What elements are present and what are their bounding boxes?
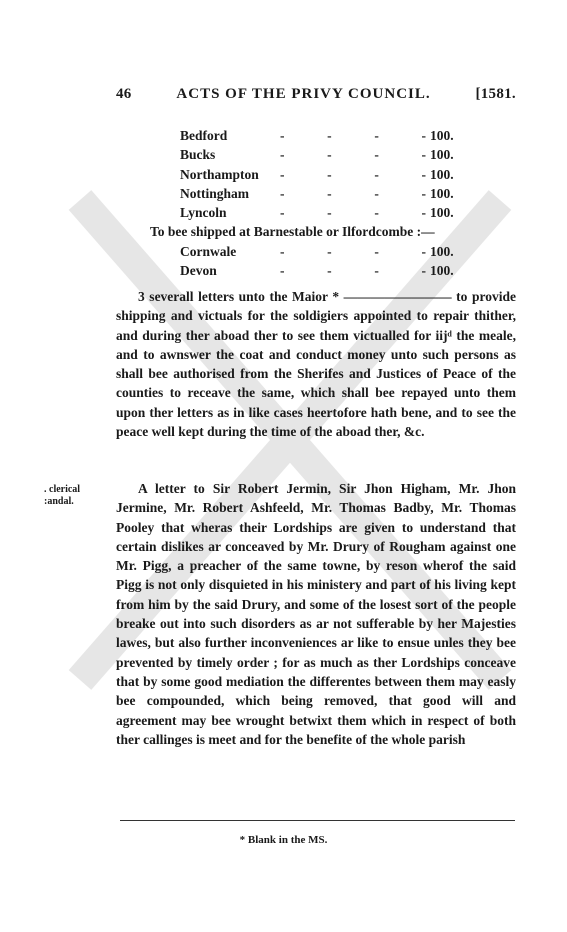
- county-amount: 100.: [430, 263, 454, 279]
- leader-dash: -: [421, 205, 426, 221]
- county-amount: 100.: [430, 128, 454, 143]
- leader-dash: -: [327, 205, 332, 221]
- leader-dash: -: [327, 166, 332, 182]
- year-label: [1581.: [475, 86, 516, 102]
- page-header: [116, 86, 516, 103]
- county-name: Cornwale: [180, 244, 237, 259]
- county-amount: 100.: [430, 147, 454, 163]
- county-name: Bedford: [180, 128, 228, 143]
- footnote-rule: [120, 820, 515, 821]
- county-list-second: [180, 242, 470, 281]
- leader-dash: -: [374, 205, 379, 221]
- leader-dash: -: [421, 166, 426, 182]
- county-name: Nottingham: [180, 185, 250, 201]
- leader-dash: -: [280, 147, 285, 163]
- leader-dash: -: [327, 147, 332, 163]
- county-amount: 100.: [430, 205, 454, 221]
- leader-dash: -: [421, 185, 426, 201]
- page-number: 46: [116, 86, 132, 102]
- leader-dash: -: [327, 244, 332, 259]
- county-amount: 100.: [430, 244, 454, 259]
- paragraph-letters-maior: 3 severall letters unto the Maior * ———————— to provide shipping and victuals for the soldigiers appointed to repair thither, and during ther aboad ther to see them victualled for iijᵈ the meale, and to awnswer the coat and conduct money unto such persons as shall bee authorised from the Sherifes and Justices of Peace of the counties to receave the same, which shall bee repayed unto them upon ther letters as in like cases heertofore hath bene, and to see the peace well kept during the time of the aboad ther, &c.: [116, 289, 516, 440]
- county-row: [180, 203, 470, 222]
- county-list-first: [180, 126, 470, 222]
- county-row: [180, 242, 470, 261]
- shipping-heading: To bee shipped at Barnestable or Ilfordcombe :—: [150, 224, 435, 239]
- leader-dash: -: [280, 185, 285, 201]
- leader-dash: -: [280, 244, 285, 259]
- leader-dash: -: [374, 263, 379, 279]
- leader-dash: -: [421, 244, 426, 259]
- leader-dash: -: [374, 166, 379, 182]
- margin-note: . clerical :andal.: [44, 484, 81, 507]
- leader-dash: -: [374, 244, 379, 259]
- leader-dash: -: [374, 185, 379, 201]
- leader-dash: -: [374, 147, 379, 163]
- leader-dash: -: [327, 185, 332, 201]
- leader-dashes: [280, 126, 430, 145]
- leader-dash: -: [327, 263, 332, 279]
- leader-dash: -: [280, 263, 285, 279]
- leader-dashes: [280, 184, 430, 203]
- leader-dash: -: [280, 205, 285, 221]
- paragraph-letter-jermin: A letter to Sir Robert Jermin, Sir Jhon Higham, Mr. Jhon Jermine, Mr. Robert Ashfeeld, Mr. Thomas Badby, Mr. Thomas Pooley that wheras their Lordships are given to understand that certain dislikes ar conceaved by Mr. Drury of Rougham against one Mr. Pigg, a preacher of the same towne, by reson wherof the said Pigg is not only disquieted in his ministery and part of his living kept from him by the said Drury, and some of the losest sort of the people breake out into such disorders as ar not sufferable by her Majesties lawes, but also further inconveniences ar like to ensue unles they bee prevented by timely order ; for as much as ther Lordships conceave that by some good mediation the differentes between them may easly bee compounded, which being removed, that good will and agreement may bee wrought betwixt them which in respect of both ther callinges is meet and for the benefite of the whole parish: [116, 481, 516, 747]
- leader-dash: -: [374, 128, 379, 143]
- leader-dashes: [280, 203, 430, 222]
- county-name: Bucks: [180, 147, 216, 163]
- county-row: [180, 184, 470, 203]
- county-row: [180, 165, 470, 184]
- county-name: Devon: [180, 263, 217, 279]
- footnote: * Blank in the MS.: [239, 834, 328, 846]
- running-title: ACTS OF THE PRIVY COUNCIL.: [176, 86, 431, 102]
- county-name: Northampton: [180, 166, 259, 182]
- leader-dash: -: [280, 166, 285, 182]
- leader-dash: -: [280, 128, 285, 143]
- county-amount: 100.: [430, 185, 454, 201]
- county-row: [180, 261, 470, 280]
- leader-dash: -: [421, 128, 426, 143]
- leader-dashes: [280, 145, 430, 164]
- county-name: Lyncoln: [180, 205, 227, 221]
- county-row: [180, 145, 470, 164]
- county-row: [180, 126, 470, 145]
- county-amount: 100.: [430, 166, 454, 182]
- leader-dash: -: [327, 128, 332, 143]
- leader-dashes: [280, 165, 430, 184]
- leader-dashes: [280, 261, 430, 280]
- leader-dash: -: [421, 263, 426, 279]
- leader-dashes: [280, 242, 430, 261]
- leader-dash: -: [421, 147, 426, 163]
